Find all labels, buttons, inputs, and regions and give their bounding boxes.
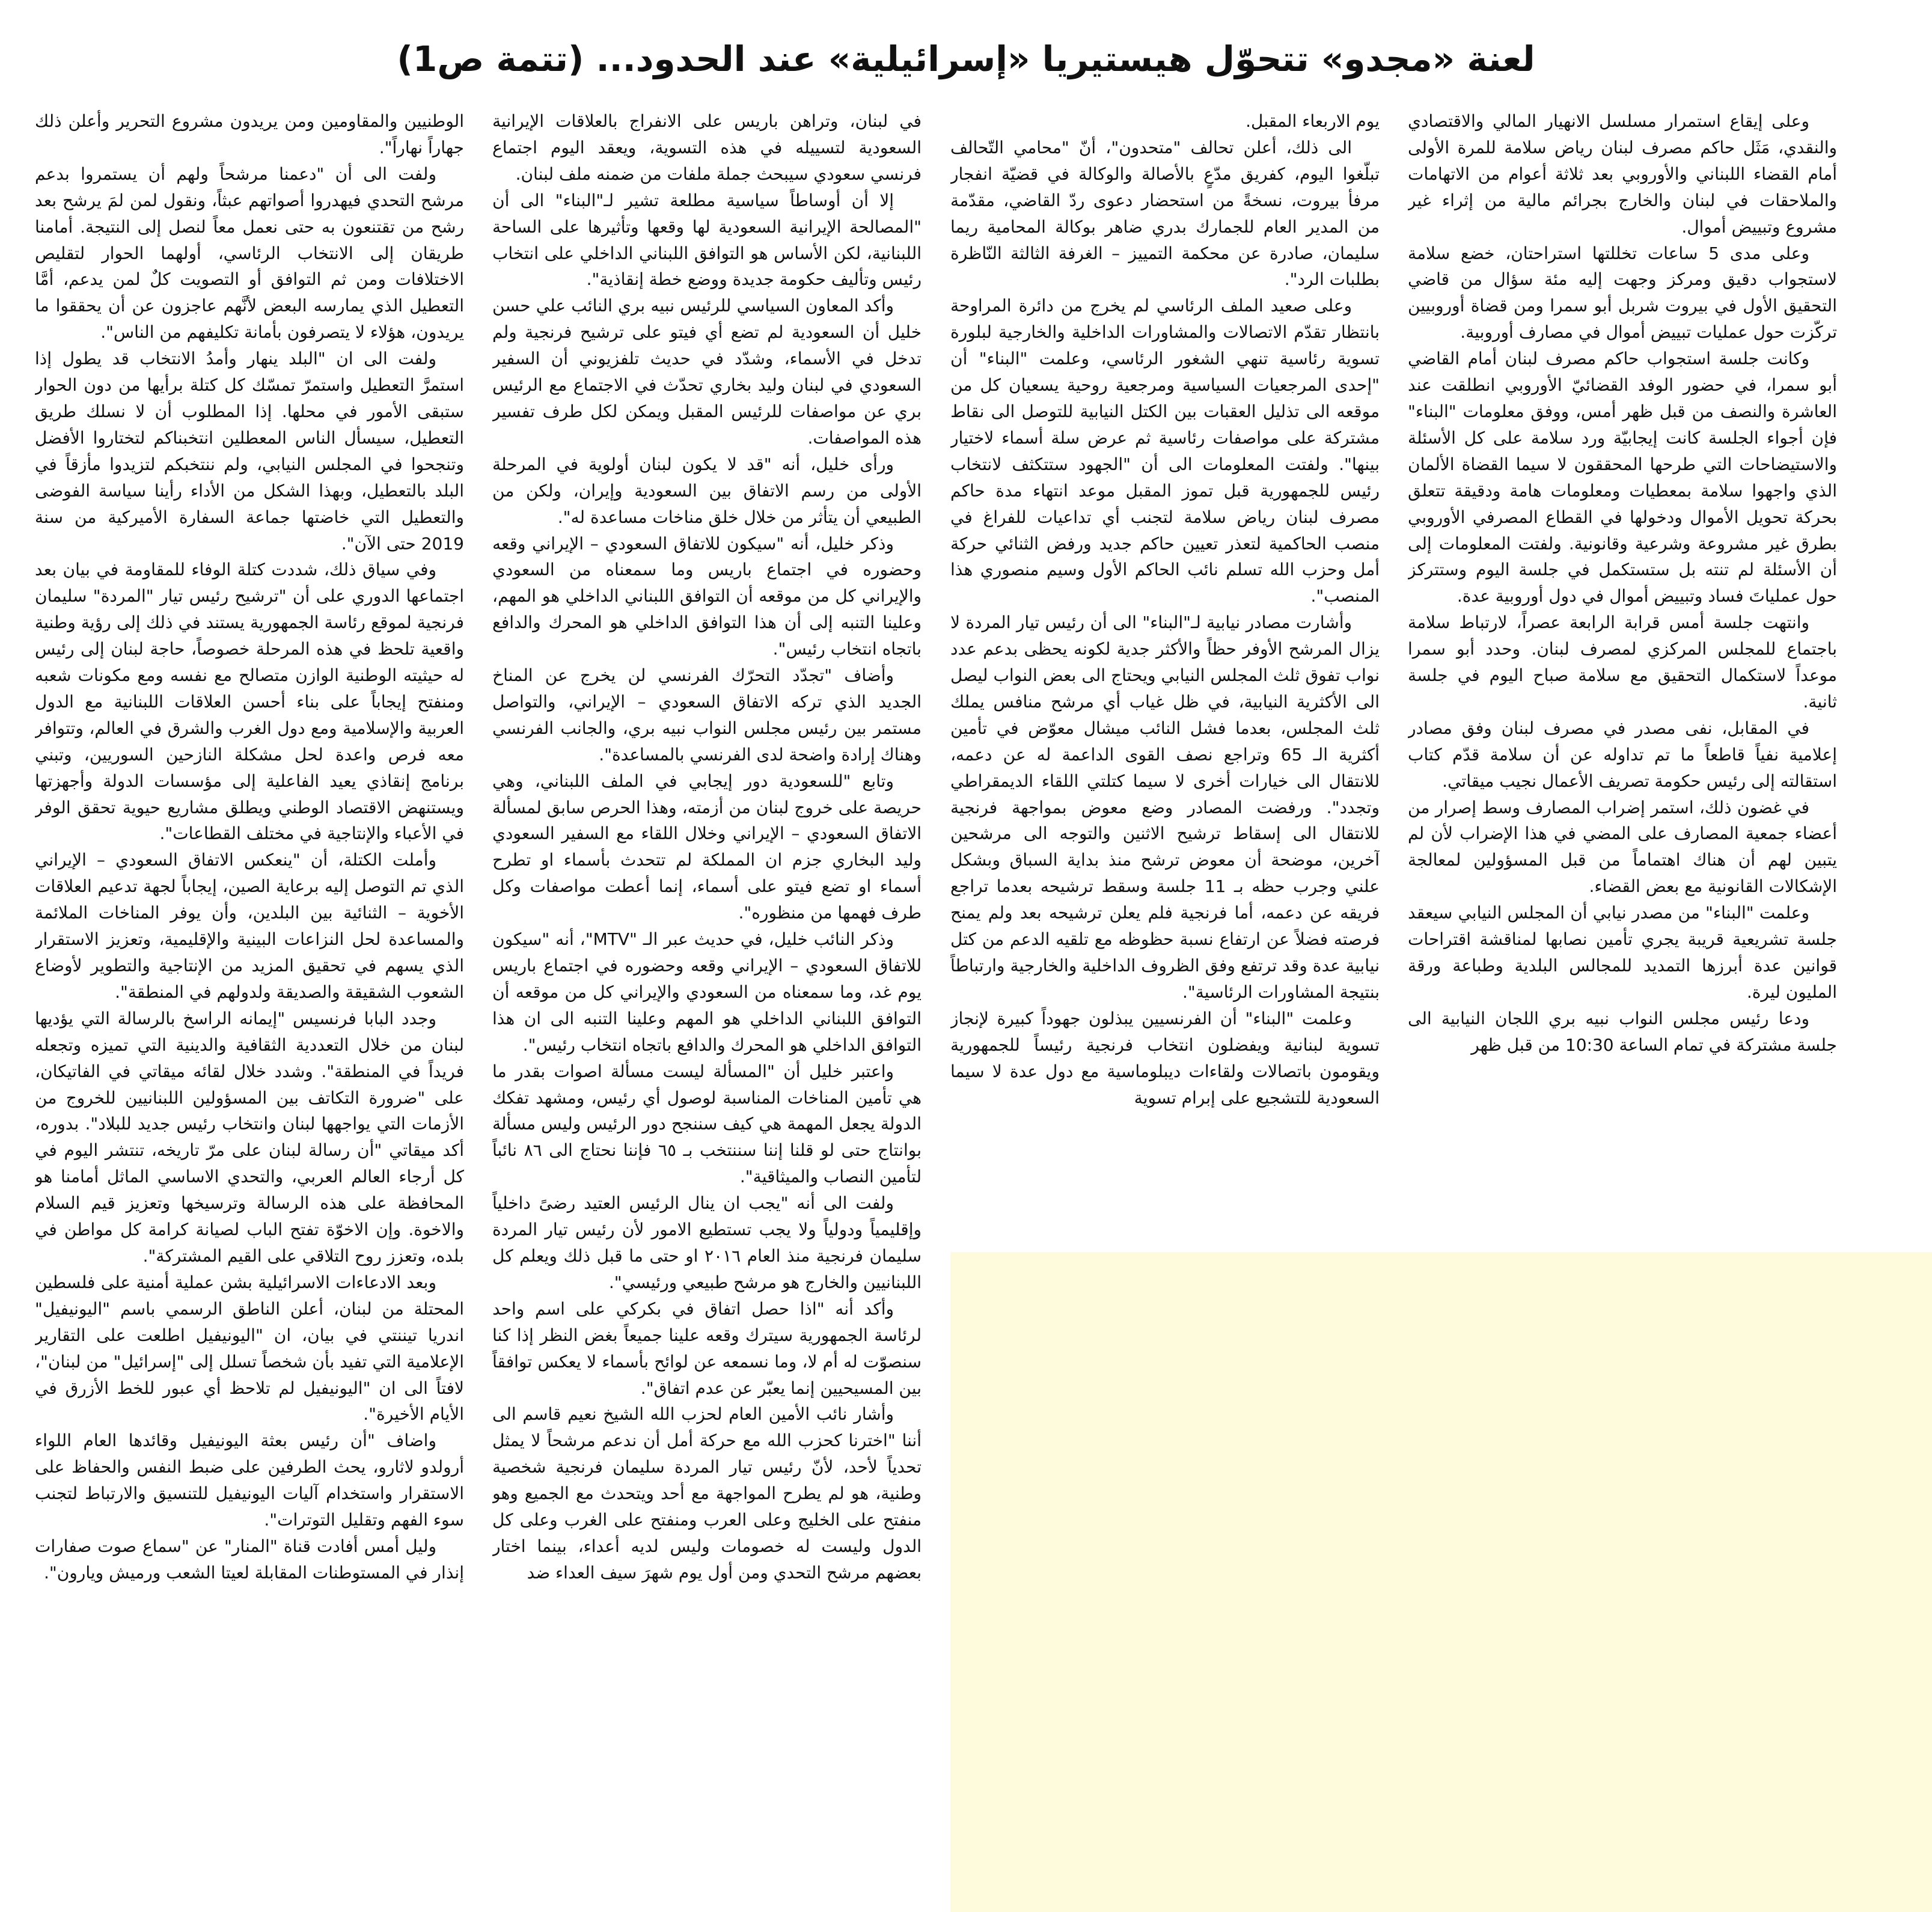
paragraph: وأكد أنه "اذا حصل اتفاق في بكركي على اسم واحد لرئاسة الجمهورية سيترك وقعه علينا جميعاً بغض النظر إذا كنا سنصوّت له أم لا، وما نسمعه عن لوائح بأسماء لا يعكس توافقاً بين المسيحيين إنما يعبّر عن عدم اتفاق". xyxy=(492,1298,922,1398)
paragraph: يوم الاربعاء المقبل. xyxy=(1246,111,1380,131)
article-headline: لعنة «مجدو» تتحوّل هيستيريا «إسرائيلية» عند الحدود... (تتمة ص1) xyxy=(397,38,1535,79)
paragraph: واضاف "أن رئيس بعثة اليونيفيل وقائدها العام اللواء أرولدو لاثارو، يحث الطرفين على ضبط النفس والحفاظ على الاستقرار واستخدام آليات اليونيفيل للتنسيق والارتباط لتجنب سوء الفهم وتقليل التوترات". xyxy=(35,1431,464,1530)
paragraph: وذكر خليل، أنه "سيكون للاتفاق السعودي – الإيراني وقعه وحضوره في اجتماع باريس وما سمعناه من السعودي والإيراني كل من موقعه أن التوافق اللبناني الداخلي هو المهم، وعلينا التنبه إلى أن هذا التوافق الداخلي هو المحرك والدافع باتجاه انتخاب رئيس". xyxy=(492,533,922,659)
paragraph: وأملت الكتلة، أن "ينعكس الاتفاق السعودي – الإيراني الذي تم التوصل إليه برعاية الصين، إيجاباً لجهة تدعيم العلاقات الأخوية – الثنائية بين البلدين، وأن يوفر المناخات الملائمة والمساعدة لحل النزاعات البينية والإقليمية، وتعزيز الاستقرار الذي يسهم في تحقيق المزيد من الإنتاجية والتطوير لأوضاع الشعوب الشقيقة والصديقة ولدولهم في المنطقة". xyxy=(35,850,464,1002)
paragraph: وتابع "للسعودية دور إيجابي في الملف اللبناني، وهي حريصة على خروج لبنان من أزمته، وهذا الحرص سابق لمسألة الاتفاق السعودي – الإيراني وخلال اللقاء مع السفير السعودي وليد البخاري جزم ان المملكة لم تتحدث بأسماء او تطرح أسماء او تضع فيتو على أسماء، إنما أعطت مواصفات وكل طرف فهمها من منظوره". xyxy=(492,771,922,923)
paragraph: الوطنيين والمقاومين ومن يريدون مشروع التحرير وأعلن ذلك جهاراً نهاراً". xyxy=(35,111,464,157)
paragraph: وذكر النائب خليل، في حديث عبر الـ "MTV"، أنه "سيكون للاتفاق السعودي – الإيراني وقعه وحضوره في اجتماع باريس يوم غد، وما سمعناه من السعودي والإيراني كل من موقعه أن التوافق اللبناني الداخلي هو المهم وعلينا التنبه الى ان هذا التوافق الداخلي هو المحرك والدافع باتجاه انتخاب رئيس". xyxy=(492,929,922,1055)
paragraph: وعلى إيقاع استمرار مسلسل الانهيار المالي والاقتصادي والنقدي، مَثَل حاكم مصرف لبنان رياض سلامة للمرة الأولى أمام القضاء اللبناني والأوروبي بعد ثلاثة أعوام من الاتهامات والملاحقات في لبنان والخارج بجرائم مالية من إثراء غير مشروع وتبييض أموال. xyxy=(1408,111,1837,237)
paragraph: إلا أن أوساطاً سياسية مطلعة تشير لـ"البناء" الى أن "المصالحة الإيرانية السعودية لها وقعها وتأثيرها على الساحة اللبنانية، لكن الأساس هو التوافق اللبناني الداخلي على انتخاب رئيس وتأليف حكومة جديدة ووضع خطة إنقاذية". xyxy=(492,190,922,290)
paragraph: وعلمت "البناء" من مصدر نيابي أن المجلس النيابي سيعقد جلسة تشريعية قريبة يجري تأمين نصابها لمناقشة اقتراحات قوانين عدة أبرزها التمديد للمجالس البلدية وطباعة ورقة المليون ليرة. xyxy=(1408,903,1837,1002)
paragraph: وأشارت مصادر نيابية لـ"البناء" الى أن رئيس تيار المردة لا يزال المرشح الأوفر حظاً والأكثر جدية لكونه يحظى بدعم عدد نواب تفوق ثلث المجلس النيابي ويحتاج الى بعض النواب ليصل الى الأكثرية النيابية، في ظل غياب أي مرشح منافس يملك ثلث المجلس، بعدما فشل النائب ميشال معوّض في تأمين أكثرية الـ 65 وتراجع نصف القوى الداعمة له عن دعمه، للانتقال الى خيارات أخرى لا سيما كتلتي اللقاء الديمقراطي وتجدد". ورفضت المصادر وضع معوض بمواجهة فرنجية للانتقال الى إسقاط ترشيح الاثنين والتوجه الى مرشحين آخرين، موضحة أن معوض ترشح منذ بداية السباق وبشكل علني وجرب حظه بـ 11 جلسة وسقط ترشيحه بعدما تراجع فريقه عن دعمه، أما فرنجية فلم يعلن ترشيحه بعد ولم يمنح فرصته فضلاً عن ارتفاع نسبة حظوظه مع تلقيه الدعم من كتل نيابية عدة وقد ترتفع وفق الظروف الداخلية والخارجية وارتباطاً بنتيجة المشاورات الرئاسية". xyxy=(950,612,1380,1002)
article-column-2 xyxy=(950,108,1380,1241)
paragraph: ورأى خليل، أنه "قد لا يكون لبنان أولوية في المرحلة الأولى من رسم الاتفاق بين السعودية وإيران، ولكن من الطبيعي أن يتأثر من خلال خلق مناخات مساعدة له". xyxy=(492,454,922,527)
paragraph: في لبنان، وتراهن باريس على الانفراج بالعلاقات الإيرانية السعودية لتسييله في هذه التسوية، ويعقد اليوم اجتماع فرنسي سعودي سيبحث جملة ملفات من ضمنه ملف لبنان. xyxy=(492,111,922,184)
paragraph: ودعا رئيس مجلس النواب نبيه بري اللجان النيابية الى جلسة مشتركة في تمام الساعة 10:30 من قبل ظهر xyxy=(1408,1008,1837,1055)
paragraph: وعلمت "البناء" أن الفرنسيين يبذلون جهوداً كبيرة لإنجاز تسوية لبنانية ويفضلون انتخاب فرنجية رئيساً للجمهورية ويقومون باتصالات ولقاءات ديبلوماسية مع دول عدة لا سيما السعودية للتشجيع على إبرام تسوية xyxy=(950,1008,1380,1108)
paragraph: وكانت جلسة استجواب حاكم مصرف لبنان أمام القاضي أبو سمرا، في حضور الوفد القضائيّ الأوروبي انطلقت عند العاشرة والنصف من قبل ظهر أمس، ووفق معلومات "البناء" فإن أجواء الجلسة كانت إيجابيّة ورد سلامة على كل الأسئلة والاستيضاحات التي طرحها المحققون لا سيما القضاة الألمان الذي واجهوا سلامة بمعطيات ومعلومات هامة ودقيقة تتعلق بحركة تحويل الأموال ودخولها في القطاع المصرفي الأوروبي بطرق غير مشروعة وشرعية وقانونية. ولفتت المعلومات إلى أن الأسئلة لم تنته بل ستستكمل في جلسة اليوم وستتركز حول عملياتَ فساد وتبييض أموال في دول أوروبية عدة. xyxy=(1408,349,1837,606)
blank-ad-space xyxy=(950,1252,1932,1912)
paragraph: وفي سياق ذلك، شددت كتلة الوفاء للمقاومة في بيان بعد اجتماعها الدوري على أن "ترشيح رئيس تيار "المردة" سليمان فرنجية لموقع رئاسة الجمهورية يستند في ذلك إلى رؤية وطنية واقعية تلحظ في هذه المرحلة خصوصاً، حاجة لبنان إلى رئيس له حيثيته الوطنية الوازن متصالح مع نفسه ومع مكونات شعبه ومنفتح إيجاباً على بناء أحسن العلاقات اللبنانية مع الدول العربية والإسلامية ومع دول الغرب والشرق في العالم، وتتوافر معه فرص واعدة لحل مشكلة النازحين السوريين، وتبني برنامج إنقاذي يعيد الفاعلية إلى مؤسسات الدولة وأجهزتها ويستنهض الاقتصاد الوطني ويطلق مشاريع حيوية تحقق الوفر في الأعباء والإنتاجية في مختلف القطاعات". xyxy=(35,560,464,844)
paragraph: الى ذلك، أعلن تحالف "متحدون"، أنّ "محامي التّحالف تبلّغوا اليوم، كفريق مدّعٍ بالأصالة والوكالة في قضيّة انفجار مرفأ بيروت، نسخةً من استحضار دعوى ردّ القاضي، مقدّمة من المدير العام للجمارك بدري ضاهر بوكالة المحامية ريما سليمان، صادرة عن محكمة التمييز – الغرفة الثالثة النّاظرة بطلبات الرد". xyxy=(950,137,1380,290)
paragraph: وأضاف "تجدّد التحرّك الفرنسي لن يخرج عن المناخ الجديد الذي تركه الاتفاق السعودي – الإيراني، والتواصل مستمر بين رئيس مجلس النواب نبيه بري، والجانب الفرنسي وهناك إرادة واضحة لدى الفرنسي بالمساعدة". xyxy=(492,665,922,765)
paragraph: وأشار نائب الأمين العام لحزب الله الشيخ نعيم قاسم الى أننا "اخترنا كحزب الله مع حركة أمل أن ندعم مرشحاً لا يمثل تحدياً لأحد، لأنّ رئيس تيار المردة سليمان فرنجية شخصية وطنية، هو لم يطرح المواجهة مع أحد ويتحدث مع الجميع وهو منفتح على الخليج وعلى العرب ومنفتح على الغرب وعلى كل الدول وليست له خصومات وليس لديه أعداء، بينما اختار بعضهم مرشح التحدي ومن أول يوم شهرَ سيف العداء ضد xyxy=(492,1404,922,1583)
paragraph: وعلى مدى 5 ساعات تخللتها استراحتان، خضع سلامة لاستجواب دقيق ومركز وجهت إليه مئة سؤال من قاضي التحقيق الأول في بيروت شربل أبو سمرا ومن قضاة أوروبيين تركّزت حول عمليات تبييض أموال في مصارف أوروبية. xyxy=(1408,243,1837,343)
paragraph: في غضون ذلك، استمر إضراب المصارف وسط إصرار من أعضاء جمعية المصارف على المضي في هذا الإضراب لأن لم يتبين لهم أن هناك اهتماماً من قبل المسؤولين لمعالجة الإشكالات القانونية مع بعض القضاء. xyxy=(1408,797,1837,897)
article-column-1 xyxy=(1408,108,1837,1241)
paragraph: ولفت الى أن "دعمنا مرشحاً ولهم أن يستمروا بدعم مرشح التحدي فيهدروا أصواتهم عبثاً، ونقول لمن لمَ يرشح بعد رشح من تقتنعون به حتى نعمل معاً لنصل إلى النتيجة. أمامنا طريقان إلى الانتخاب الرئاسي، أولهما الحوار لتقليص الاختلافات ومن ثم التوافق أو التصويت كلٌ لمن يدعم، أمَّا التعطيل الذي يمارسه البعض لأنَّهم عاجزون عن أن يحققوا ما يريدون، هؤلاء لا يتصرفون بأمانة تكليفهم من الناس". xyxy=(35,163,464,343)
paragraph: وجدد البابا فرنسيس "إيمانه الراسخ بالرسالة التي يؤديها لبنان من خلال التعددية الثقافية والدينية التي تميزه وتجعله فريداً في المنطقة". وشدد خلال لقائه ميقاتي في الفاتيكان، على "ضرورة التكاتف بين المسؤولين اللبنانيين للخروج من الأزمات التي يواجهها لبنان وانتخاب رئيس جديد للبلاد". بدوره، أكد ميقاتي "أن رسالة لبنان على مرّ تاريخه، تنتشر اليوم في كل أرجاء العالم العربي، والتحدي الاساسي الماثل أمامنا هو المحافظة على هذه الرسالة وترسيخها وتعزيز قيم السلام والاخوة. وإن الاخوّة تفتح الباب لصيانة كرامة كل مواطن في بلده، وتعزز روح التلاقي على القيم المشتركة". xyxy=(35,1008,464,1266)
article-column-4 xyxy=(35,108,464,1905)
article-column-3 xyxy=(492,108,922,1905)
paragraph: وانتهت جلسة أمس قرابة الرابعة عصراً، لارتباط سلامة باجتماع للمجلس المركزي لمصرف لبنان. وحدد أبو سمرا موعداً لاستكمال التحقيق مع سلامة صباح اليوم في جلسة ثانية. xyxy=(1408,612,1837,712)
paragraph: في المقابل، نفى مصدر في مصرف لبنان وفق مصادر إعلامية نفياً قاطعاً ما تم تداوله عن أن سلامة قدّم كتاب استقالته إلى رئيس حكومة تصريف الأعمال نجيب ميقاتي. xyxy=(1408,718,1837,791)
paragraph: وعلى صعيد الملف الرئاسي لم يخرج من دائرة المراوحة بانتظار تقدّم الاتصالات والمشاورات الداخلية والخارجية لبلورة تسوية رئاسية تنهي الشغور الرئاسي، وعلمت "البناء" أن "إحدى المرجعيات السياسية ومرجعية روحية يسعيان كل من موقعه الى تذليل العقبات بين الكتل النيابية للتوصل الى نقاط مشتركة على مواصفات رئاسية ثم عرض سلة أسماء لاختيار بينها". ولفتت المعلومات الى أن "الجهود ستتكثف لانتخاب رئيس للجمهورية قبل تموز المقبل موعد انتهاء مدة حاكم مصرف لبنان رياض سلامة لتجنب أي تداعيات للفراغ في منصب الحاكمية لتعذر تعيين حاكم جديد ورفض الثنائي حركة أمل وحزب الله تسلم نائب الحاكم الأول وسيم منصوري هذا المنصب". xyxy=(950,296,1380,606)
paragraph: وأكد المعاون السياسي للرئيس نبيه بري النائب علي حسن خليل أن السعودية لم تضع أي فيتو على ترشيح فرنجية ولم تدخل في الأسماء، وشدّد في حديث تلفزيوني أن السفير السعودي في لبنان وليد بخاري تحدّث في الاجتماع مع الرئيس بري عن مواصفات للرئيس المقبل ويمكن لكل طرف تفسير هذه المواصفات. xyxy=(492,296,922,448)
paragraph: وبعد الادعاءات الاسرائيلية بشن عملية أمنية على فلسطين المحتلة من لبنان، أعلن الناطق الرسمي باسم "اليونيفيل" اندريا تيننتي في بيان، ان "اليونيفيل اطلعت على التقارير الإعلامية التي تفيد بأن شخصاً تسلل إلى "إسرائيل" من لبنان"، لافتاً الى ان "اليونيفيل لم تلاحظ أي عبور للخط الأزرق في الأيام الأخيرة". xyxy=(35,1272,464,1425)
paragraph: واعتبر خليل أن "المسألة ليست مسألة اصوات بقدر ما هي تأمين المناخات المناسبة لوصول أي رئيس، ومشهد تفكك الدولة يجعل المهمة هي كيف سننجح دور الرئيس وليس مسألة بوانتاج حتى لو قلنا إننا سننتخب بـ ٦٥ فإننا نحتاج الى ٨٦ نائباً لتأمين النصاب والميثاقية". xyxy=(492,1061,922,1187)
paragraph: ولفت الى أنه "يجب ان ينال الرئيس العتيد رضىً داخلياً وإقليمياً ودولياً ولا يجب تستطيع الامور لأن رئيس تيار المردة سليمان فرنجية منذ العام ٢٠١٦ او حتى ما قبل ذلك ويعلم كل اللبنانيين والخارج هو مرشح طبيعي ورئيسي". xyxy=(492,1193,922,1292)
paragraph: وليل أمس أفادت قناة "المنار" عن "سماع صوت صفارات إنذار في المستوطنات المقابلة لعيتا الشعب ورميش ويارون". xyxy=(35,1536,464,1583)
paragraph: ولفت الى ان "البلد ينهار وأمدُ الانتخاب قد يطول إذا استمرَّ التعطيل واستمرّ تمسّك كل كتلة برأيها من دون الحوار ستبقى الأمور في محلها. إذا المطلوب أن لا نسلك طريق التعطيل، سيسأل الناس المعطلين انتخبناكم لتختاروا الأفضل وتنجحوا في المجلس النيابي، ولم ننتخبكم لتزيدوا مأزقاً في البلد بالتعطيل، وبهذا الشكل من الأداء رأينا سياسة الفوضى والتعطيل التي خاضتها جماعة السفارة الأميركية من سنة 2019 حتى الآن". xyxy=(35,349,464,554)
